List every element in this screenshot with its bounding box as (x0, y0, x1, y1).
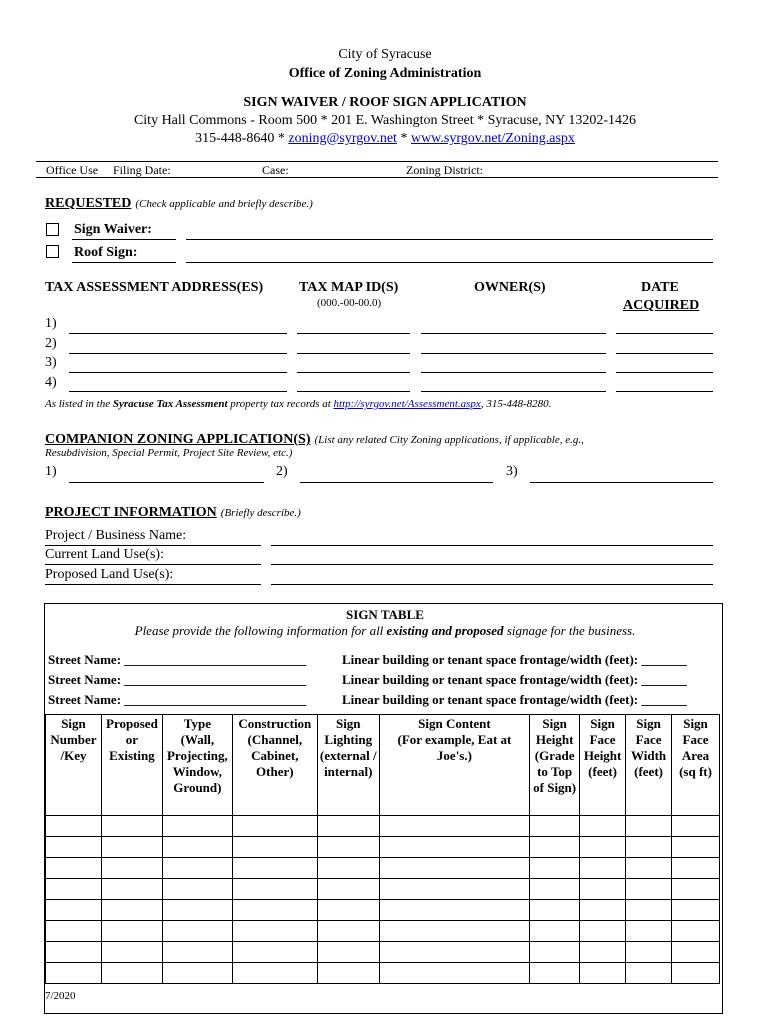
sign-table-row (46, 879, 720, 900)
sign-table-cell[interactable] (672, 858, 720, 879)
sign-table-cell[interactable] (580, 879, 626, 900)
sign-table-cell[interactable] (162, 963, 232, 984)
sign-table-cell[interactable] (317, 963, 379, 984)
owner-field[interactable] (421, 391, 606, 392)
header-sign-height: Sign Height (Grade to Top of Sign) (530, 715, 580, 816)
sign-table-cell[interactable] (530, 879, 580, 900)
proposed-land-use-label: Proposed Land Use(s): (45, 567, 174, 582)
sign-table-cell[interactable] (672, 816, 720, 837)
sign-table-cell[interactable] (379, 816, 529, 837)
form-title: SIGN WAIVER / ROOF SIGN APPLICATION (243, 95, 527, 110)
sign-table-cell[interactable] (530, 858, 580, 879)
sign-table-cell[interactable] (672, 837, 720, 858)
roof-sign-checkbox[interactable] (46, 245, 59, 258)
sign-table-cell[interactable] (626, 858, 672, 879)
sign-table-cell[interactable] (379, 837, 529, 858)
sign-table-cell[interactable] (626, 837, 672, 858)
owner-field[interactable] (421, 333, 606, 334)
sign-table-cell[interactable] (530, 942, 580, 963)
header-proposed-existing: Proposed or Existing (101, 715, 162, 816)
sign-table-cell[interactable] (379, 879, 529, 900)
sign-table-cell[interactable] (530, 900, 580, 921)
header-lighting: Sign Lighting (external / internal) (317, 715, 379, 816)
tax-address-header: TAX ASSESSMENT ADDRESS(ES) (45, 280, 264, 295)
sign-table-cell[interactable] (101, 921, 162, 942)
sign-table-cell[interactable] (530, 816, 580, 837)
date-acquired-field[interactable] (616, 353, 713, 354)
website-link[interactable]: www.syrgov.net/Zoning.aspx (410, 131, 575, 146)
office-address: City Hall Commons - Room 500 * 201 E. Washington Street * Syracuse, NY 13202-1426 (133, 113, 637, 128)
header-sign-number: Sign Number /Key (46, 715, 102, 816)
sign-table-cell[interactable] (46, 942, 102, 963)
sign-table-cell[interactable] (626, 921, 672, 942)
sign-table-cell[interactable] (162, 837, 232, 858)
sign-table-row (46, 858, 720, 879)
sign-table-cell[interactable] (317, 837, 379, 858)
project-name-field[interactable] (271, 545, 713, 546)
sign-table-cell[interactable] (317, 942, 379, 963)
frontage-label[interactable]: Linear building or tenant space frontage/width (feet): _______ (342, 692, 687, 707)
office-name: Office of Zoning Administration (288, 66, 482, 81)
tax-map-id-field[interactable] (297, 391, 410, 392)
date-acquired-field[interactable] (616, 333, 713, 334)
sign-table-row (46, 921, 720, 942)
sign-table-row (46, 900, 720, 921)
tax-address-field[interactable] (69, 353, 287, 354)
sign-table-row (46, 963, 720, 984)
sign-table-title: SIGN TABLE (346, 607, 424, 622)
sign-table-cell[interactable] (162, 921, 232, 942)
contact-line: 315-448-8640 * zoning@syrgov.net * www.syrgov.net/Zoning.aspx (195, 131, 575, 146)
tax-map-id-field[interactable] (297, 372, 410, 373)
tax-row-label: 3) (45, 355, 57, 370)
current-land-use-field[interactable] (271, 564, 713, 565)
sign-table-cell[interactable] (232, 816, 317, 837)
sign-table-header-row (46, 715, 720, 816)
sign-table-cell[interactable] (530, 963, 580, 984)
tax-map-id-field[interactable] (297, 353, 410, 354)
sign-table-cell[interactable] (530, 837, 580, 858)
email-link[interactable]: zoning@syrgov.net (288, 131, 397, 146)
office-use-top-rule (36, 161, 718, 162)
companion-hint-continued: Resubdivision, Special Permit, Project Site Review, etc.) (45, 447, 293, 459)
proposed-land-use-label-rule (45, 584, 261, 585)
sign-table-cell[interactable] (162, 900, 232, 921)
tax-row-label: 1) (45, 316, 57, 331)
sign-table-cell[interactable] (317, 879, 379, 900)
sign-table-cell[interactable] (46, 858, 102, 879)
sign-table-row (46, 942, 720, 963)
tax-map-id-header: TAX MAP ID(S) (299, 280, 399, 295)
sign-table-cell[interactable] (46, 837, 102, 858)
sign-table-cell[interactable] (232, 942, 317, 963)
sign-table-cell[interactable] (580, 816, 626, 837)
sign-table-cell[interactable] (162, 942, 232, 963)
sign-table-row (46, 837, 720, 858)
date-acquired-field[interactable] (616, 391, 713, 392)
sign-table-cell[interactable] (162, 816, 232, 837)
companion-application-field[interactable] (530, 482, 713, 483)
current-land-use-label-rule (45, 564, 261, 565)
sign-table-cell[interactable] (101, 879, 162, 900)
frontage-label[interactable]: Linear building or tenant space frontage/width (feet): _______ (342, 652, 687, 667)
sign-table-cell[interactable] (101, 816, 162, 837)
project-name-label-rule (45, 545, 261, 546)
sign-table-cell[interactable] (580, 858, 626, 879)
companion-application-field[interactable] (300, 482, 493, 483)
header-face-width: Sign Face Width (feet) (626, 715, 672, 816)
sign-table-cell[interactable] (101, 963, 162, 984)
sign-table-cell[interactable] (232, 963, 317, 984)
sign-table-cell[interactable] (672, 942, 720, 963)
sign-table-cell[interactable] (232, 879, 317, 900)
owner-header: OWNER(S) (474, 280, 546, 295)
revision-date: 7/2020 (45, 990, 76, 1002)
tax-address-field[interactable] (69, 333, 287, 334)
sign-table-cell[interactable] (530, 921, 580, 942)
frontage-label[interactable]: Linear building or tenant space frontage/width (feet): _______ (342, 672, 687, 687)
project-heading: PROJECT INFORMATION (Briefly describe.) (45, 505, 301, 520)
sign-table-cell[interactable] (101, 942, 162, 963)
companion-item-label: 2) (276, 464, 288, 479)
filing-date-label: Filing Date: (113, 163, 171, 177)
header-face-area: Sign Face Area (sq ft) (672, 715, 720, 816)
proposed-land-use-field[interactable] (271, 584, 713, 585)
tax-map-id-field[interactable] (297, 333, 410, 334)
sign-table-cell[interactable] (580, 942, 626, 963)
sign-table-cell[interactable] (232, 858, 317, 879)
street-name-label[interactable]: Street Name: ____________________________ (48, 672, 307, 687)
sign-table-cell[interactable] (672, 879, 720, 900)
tax-map-id-format: (000.-00-00.0) (317, 297, 382, 309)
tax-row-label: 2) (45, 336, 57, 351)
sign-table-cell[interactable] (672, 963, 720, 984)
street-name-label[interactable]: Street Name: ____________________________ (48, 692, 307, 707)
sign-table-cell[interactable] (379, 921, 529, 942)
sign-table-cell[interactable] (46, 963, 102, 984)
sign-table-cell[interactable] (101, 858, 162, 879)
sign-table-cell[interactable] (317, 921, 379, 942)
sign-waiver-label: Sign Waiver: (74, 222, 152, 237)
header-face-height: Sign Face Height (feet) (580, 715, 626, 816)
owner-field[interactable] (421, 353, 606, 354)
roof-sign-description[interactable] (186, 262, 713, 263)
sign-table-cell[interactable] (672, 921, 720, 942)
sign-table-cell[interactable] (162, 858, 232, 879)
sign-table-cell[interactable] (626, 879, 672, 900)
project-name-label: Project / Business Name: (45, 528, 187, 543)
tax-address-field[interactable] (69, 372, 287, 373)
sign-table-cell[interactable] (626, 942, 672, 963)
zoning-district-label: Zoning District: (406, 163, 483, 177)
assessment-link[interactable]: http://syrgov.net/Assessment.aspx (333, 398, 481, 410)
tax-records-note: As listed in the Syracuse Tax Assessment property tax records at http://syrgov.net/Assessment.aspx, 315-448-8280. (45, 398, 552, 410)
sign-table-cell[interactable] (379, 942, 529, 963)
sign-table-subtitle: Please provide the following information for all existing and proposed signage for the business. (134, 623, 636, 638)
companion-item-label: 3) (506, 464, 518, 479)
sign-table-cell[interactable] (626, 900, 672, 921)
sign-table-cell[interactable] (379, 900, 529, 921)
office-use-bottom-rule (36, 177, 718, 178)
sign-table-cell[interactable] (317, 858, 379, 879)
sign-table-cell[interactable] (626, 816, 672, 837)
sign-table-cell[interactable] (580, 837, 626, 858)
sign-table-row (46, 816, 720, 837)
phone: 315-448-8640 (195, 131, 275, 146)
roof-sign-label: Roof Sign: (74, 245, 138, 260)
sign-table-cell[interactable] (379, 858, 529, 879)
office-use-label: Office Use (46, 163, 99, 177)
sign-waiver-checkbox[interactable] (46, 223, 59, 236)
sign-table-cell[interactable] (232, 900, 317, 921)
header-content: Sign Content (For example, Eat at Joe's.) (379, 715, 529, 816)
sign-table-cell[interactable] (101, 900, 162, 921)
header-construction: Construction (Channel, Cabinet, Other) (232, 715, 317, 816)
acquired-header: ACQUIRED (623, 298, 700, 313)
city-name: City of Syracuse (338, 47, 432, 62)
sign-table (45, 714, 720, 984)
owner-field[interactable] (421, 372, 606, 373)
sign-table-cell[interactable] (46, 921, 102, 942)
companion-item-label: 1) (45, 464, 57, 479)
tax-address-field[interactable] (69, 391, 287, 392)
current-land-use-label: Current Land Use(s): (45, 547, 164, 562)
sign-table-cell[interactable] (232, 921, 317, 942)
sign-table-cell[interactable] (46, 816, 102, 837)
sign-table-cell[interactable] (162, 879, 232, 900)
header-type: Type (Wall, Projecting, Window, Ground) (162, 715, 232, 816)
roof-sign-label-rule (72, 262, 176, 263)
sign-table-cell[interactable] (580, 963, 626, 984)
sign-table-cell[interactable] (672, 900, 720, 921)
sign-table-cell[interactable] (379, 963, 529, 984)
date-header: DATE (641, 280, 679, 295)
sign-waiver-description[interactable] (186, 239, 713, 240)
sign-table-cell[interactable] (580, 900, 626, 921)
street-name-label[interactable]: Street Name: ____________________________ (48, 652, 307, 667)
companion-heading: COMPANION ZONING APPLICATION(S) (List any related City Zoning applications, if applicable, e.g., (45, 432, 584, 447)
sign-waiver-label-rule (72, 239, 176, 240)
tax-row-label: 4) (45, 375, 57, 390)
sign-table-cell[interactable] (232, 837, 317, 858)
sign-table-cell[interactable] (317, 816, 379, 837)
requested-heading: REQUESTED (Check applicable and briefly describe.) (45, 196, 313, 211)
sign-table-cell[interactable] (46, 879, 102, 900)
sign-table-cell[interactable] (46, 900, 102, 921)
case-label: Case: (262, 163, 289, 177)
sign-table-cell[interactable] (101, 837, 162, 858)
companion-application-field[interactable] (69, 482, 264, 483)
sign-table-cell[interactable] (580, 921, 626, 942)
sign-table-cell[interactable] (317, 900, 379, 921)
sign-table-cell[interactable] (626, 963, 672, 984)
date-acquired-field[interactable] (616, 372, 713, 373)
